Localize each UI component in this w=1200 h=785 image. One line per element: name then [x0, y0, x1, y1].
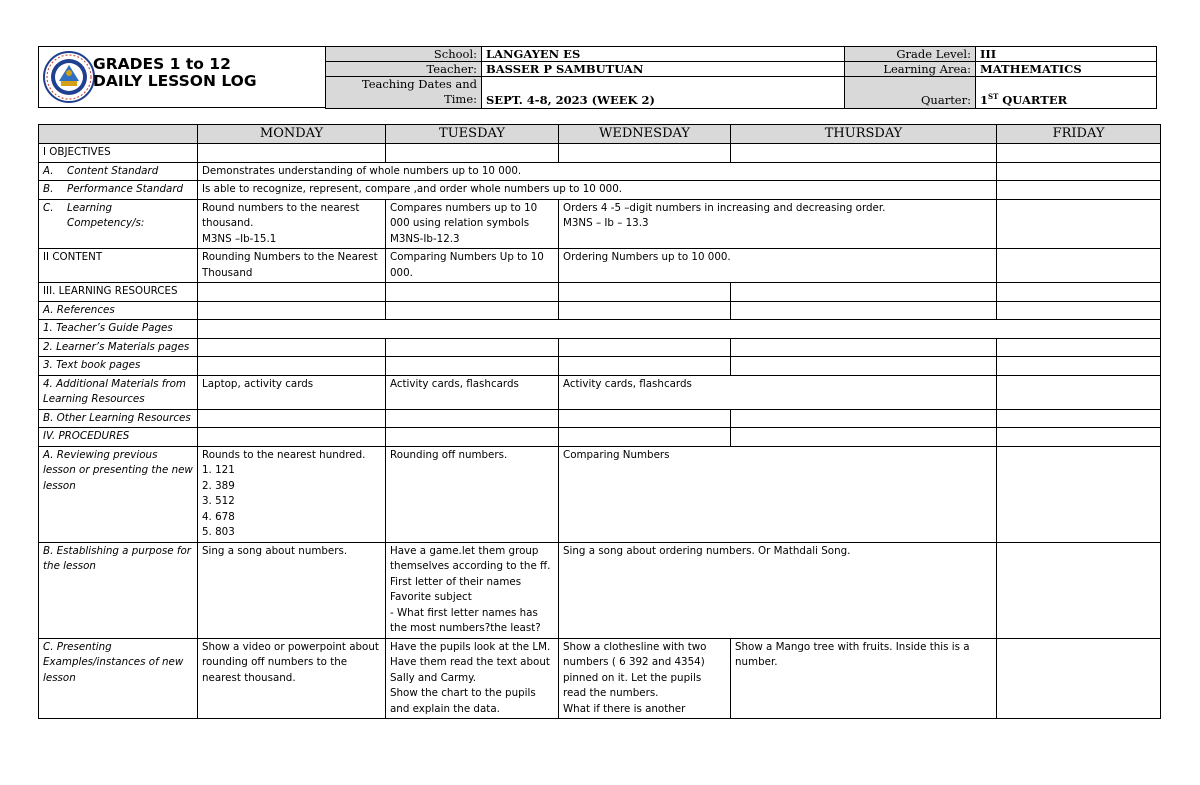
table-row — [39, 638, 1161, 719]
corner-cell — [39, 125, 198, 144]
quarter-suffix: ST — [988, 92, 999, 102]
quarter-number: 1 — [980, 93, 989, 107]
review-tuesday: Rounding off numbers. — [386, 446, 559, 542]
competency-monday: Round numbers to the nearest thousand. M3NS –Ib-15.1 — [198, 199, 386, 249]
quarter-text: QUARTER — [998, 93, 1068, 107]
other-resources-label: B. Other Learning Resources — [39, 409, 198, 428]
review-wednesday: Comparing Numbers — [559, 446, 997, 542]
content-tuesday: Comparing Numbers Up to 10 000. — [386, 249, 559, 283]
additional-monday: Laptop, activity cards — [198, 375, 386, 409]
day-tuesday: TUESDAY — [386, 125, 559, 144]
list-item: 5. 803 — [202, 526, 235, 538]
additional-wednesday: Activity cards, flashcards — [559, 375, 997, 409]
content-standard-value: Demonstrates understanding of whole numbers up to 10 000. — [198, 162, 997, 181]
review-label: A. Reviewing previous lesson or presenting the new lesson — [39, 446, 198, 542]
teaching-dates-label: Teaching Dates and Time: — [326, 77, 482, 109]
list-item: 3. 512 — [202, 495, 235, 507]
table-row — [39, 199, 1161, 249]
purpose-label: B. Establishing a purpose for the lesson — [39, 542, 198, 638]
title-line-1: GRADES 1 to 12 — [93, 55, 231, 73]
table-row — [39, 320, 1161, 339]
list-item: 2. 389 — [202, 479, 235, 492]
table-row — [39, 283, 1161, 302]
letter: A. — [43, 164, 54, 177]
competency-wednesday: Orders 4 -5 –digit numbers in increasing and decreasing order. M3NS – Ib – 13.3 — [559, 199, 997, 249]
purpose-wednesday: Sing a song about ordering numbers. Or Mathdali Song. — [559, 542, 997, 638]
purpose-tuesday: Have a game.let them group themselves according to the ff. First letter of their names Favorite subject - What first letter names has the most numbers?the least? — [386, 542, 559, 638]
teaching-dates-value: SEPT. 4-8, 2023 (WEEK 2) — [482, 77, 845, 109]
objectives-label: I OBJECTIVES — [39, 144, 198, 163]
teacher-label: Teacher: — [326, 62, 482, 77]
references-label: A. References — [39, 301, 198, 320]
table-row — [39, 357, 1161, 376]
presenting-monday: Show a video or powerpoint about rounding off numbers to the nearest thousand. — [198, 638, 386, 719]
list-item: 1. 121 — [202, 464, 235, 476]
review-monday — [198, 446, 386, 542]
grade-level-label: Grade Level: — [845, 47, 976, 62]
day-wednesday: WEDNESDAY — [559, 125, 731, 144]
letter: B. — [43, 183, 54, 195]
presenting-wednesday: Show a clothesline with two numbers ( 6 392 and 4354) pinned on it. Let the pupils read the numbers. What if there is another — [559, 638, 731, 719]
grade-level-value: III — [976, 47, 1157, 62]
document-title — [93, 56, 257, 90]
table-row — [39, 181, 1161, 200]
competency-label: C. Learning Competency/s: — [39, 199, 198, 249]
letter: C. — [43, 201, 54, 214]
school-label: School: — [326, 47, 482, 62]
table-row — [39, 409, 1161, 428]
school-value: LANGAYEN ES — [482, 47, 845, 62]
header-info-table — [325, 46, 1157, 109]
teachers-guide-label: 1. Teacher’s Guide Pages — [39, 320, 198, 339]
learning-area-value: MATHEMATICS — [976, 62, 1157, 77]
quarter-value — [976, 77, 1157, 109]
table-row — [39, 428, 1161, 447]
content-monday: Rounding Numbers to the Nearest Thousand — [198, 249, 386, 283]
presenting-thursday: Show a Mango tree with fruits. Inside this is a number. — [731, 638, 997, 719]
presenting-label: C. Presenting Examples/instances of new lesson — [39, 638, 198, 719]
table-row — [39, 249, 1161, 283]
textbook-pages-label: 3. Text book pages — [39, 357, 198, 376]
table-row — [39, 301, 1161, 320]
deped-seal-icon — [43, 51, 95, 103]
purpose-monday: Sing a song about numbers. — [198, 542, 386, 638]
learners-materials-label: 2. Learner’s Materials pages — [39, 338, 198, 357]
table-row — [39, 542, 1161, 638]
performance-standard-value: Is able to recognize, represent, compare ,and order whole numbers up to 10 000. — [198, 181, 997, 200]
table-row — [39, 446, 1161, 542]
quarter-label: Quarter: — [845, 77, 976, 109]
lesson-log-table — [38, 124, 1161, 719]
title-line-2: DAILY LESSON LOG — [93, 72, 257, 90]
table-row — [39, 375, 1161, 409]
performance-standard-label: B. Performance Standard — [39, 181, 198, 200]
resources-label: III. LEARNING RESOURCES — [39, 283, 198, 302]
table-row — [39, 162, 1161, 181]
learning-area-label: Learning Area: — [845, 62, 976, 77]
additional-tuesday: Activity cards, flashcards — [386, 375, 559, 409]
review-monday-title: Rounds to the nearest hundred. — [202, 448, 366, 461]
content-standard-label: A. Content Standard — [39, 162, 198, 181]
additional-materials-label: 4. Additional Materials from Learning Resources — [39, 375, 198, 409]
content-label: II CONTENT — [39, 249, 198, 283]
procedures-label: IV. PROCEDURES — [39, 428, 198, 447]
day-thursday: THURSDAY — [731, 125, 997, 144]
header-title-box — [38, 46, 326, 108]
content-wednesday: Ordering Numbers up to 10 000. — [559, 249, 997, 283]
list-item: 4. 678 — [202, 510, 235, 523]
teacher-value: BASSER P SAMBUTUAN — [482, 62, 845, 77]
table-row — [39, 338, 1161, 357]
day-friday: FRIDAY — [997, 125, 1161, 144]
day-header-row — [39, 125, 1161, 144]
day-monday: MONDAY — [198, 125, 386, 144]
table-row — [39, 144, 1161, 163]
competency-tuesday: Compares numbers up to 10 000 using relation symbols M3NS-Ib-12.3 — [386, 199, 559, 249]
presenting-tuesday: Have the pupils look at the LM. Have them read the text about Sally and Carmy. Show the chart to the pupils and explain the data. — [386, 638, 559, 719]
